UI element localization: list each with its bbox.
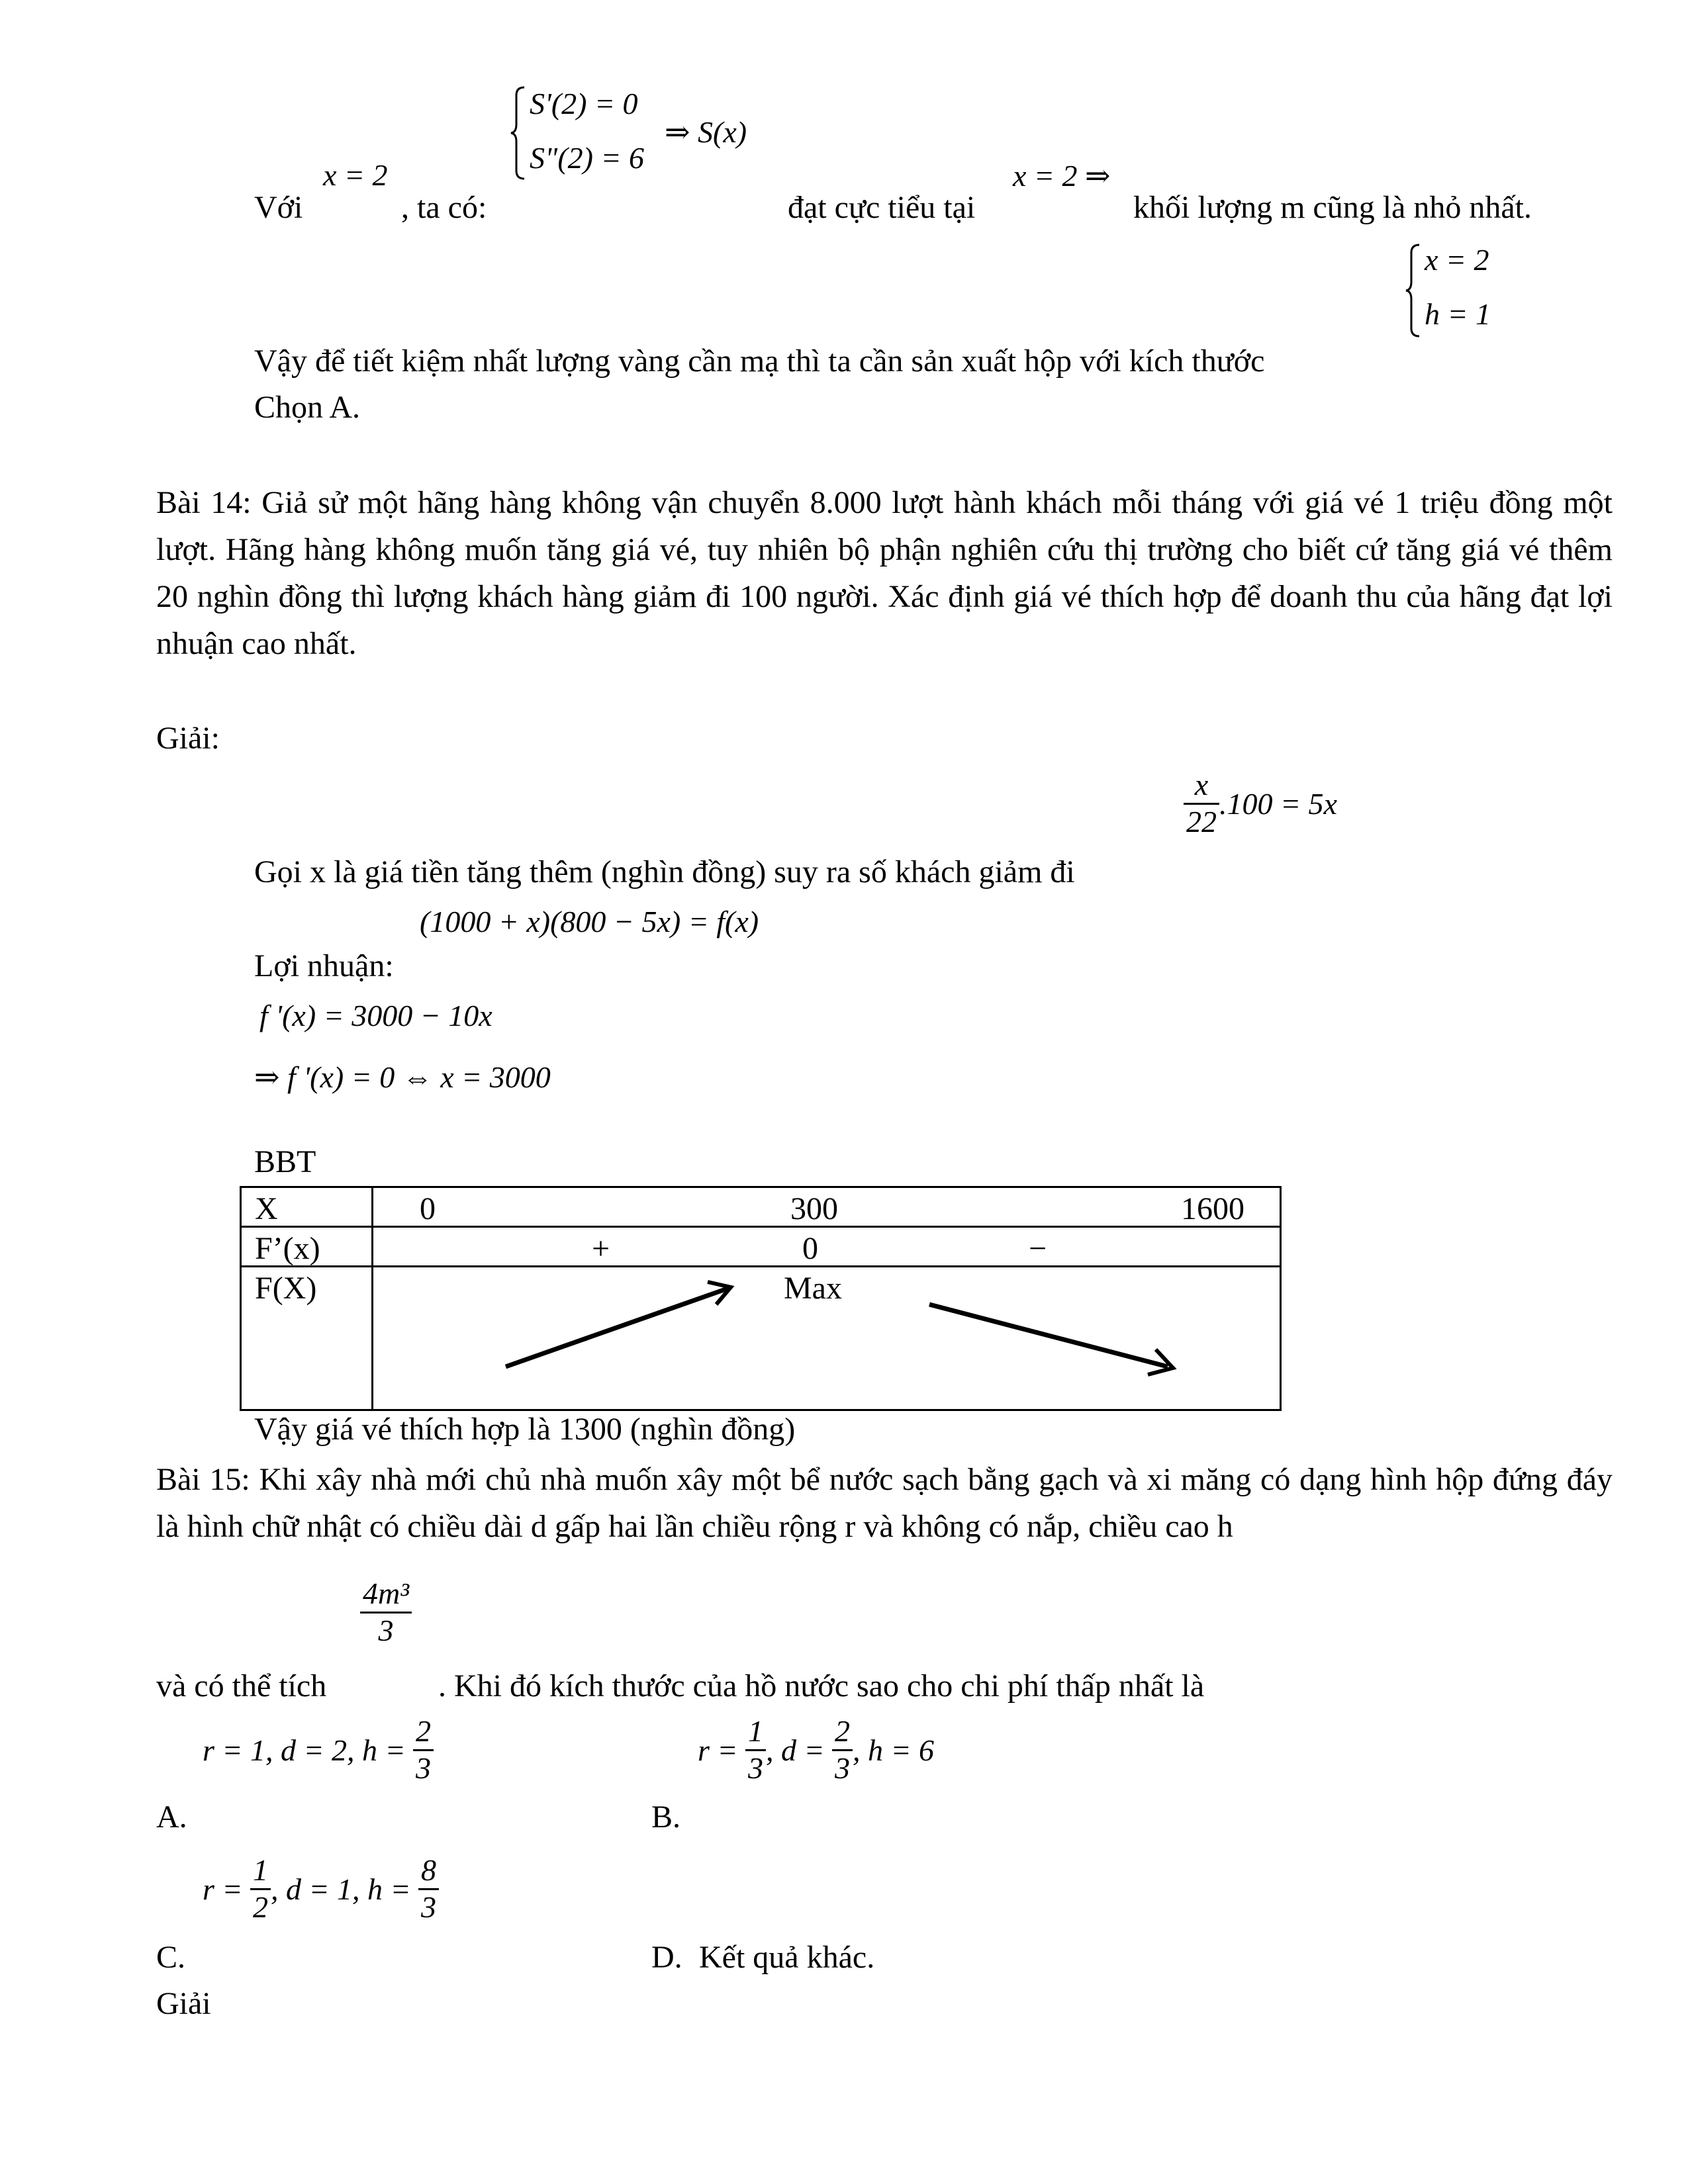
math-volume-frac (360, 1576, 412, 1649)
fraction (1184, 768, 1219, 840)
x-value-0: 0 (420, 1191, 436, 1226)
option-b-math (698, 1714, 934, 1786)
text-bbt: BBT (254, 1144, 316, 1179)
table-cell (373, 1187, 1281, 1227)
table-row (241, 1187, 1281, 1227)
option-c-label: C. (156, 1940, 186, 1975)
bai14-answer: Vậy giá vé thích hợp là 1300 (nghìn đồng) (254, 1412, 796, 1447)
option-c-math (203, 1853, 439, 1925)
text-dat-cuc-tieu: đạt cực tiểu tại (788, 190, 976, 225)
variation-arrows (373, 1267, 1280, 1413)
frac-num: 2 (832, 1714, 853, 1751)
frac-num: 1 (745, 1714, 766, 1751)
x-value-1600: 1600 (1181, 1191, 1244, 1226)
row-label-derivative: F’(x) (255, 1231, 320, 1266)
x-value-300: 300 (790, 1191, 838, 1226)
fraction (418, 1853, 439, 1925)
opt-b-d: , d = (765, 1733, 825, 1767)
frac-den: 2 (252, 1889, 268, 1924)
fraction (413, 1714, 434, 1786)
row-label-x: X (255, 1191, 278, 1226)
text-conclusion: Vậy để tiết kiệm nhất lượng vàng cần mạ thì ta cần sản xuất hộp với kích thước (254, 343, 1265, 379)
fraction (360, 1576, 412, 1649)
sign-zero: 0 (802, 1231, 818, 1266)
text-khoi-luong: khối lượng m cũng là nhỏ nhất. (1133, 190, 1532, 225)
system-brace-icon (1405, 242, 1422, 339)
fraction (832, 1714, 853, 1786)
text-goi-x: Gọi x là giá tiền tăng thêm (nghìn đồng) suy ra số khách giảm đi (254, 854, 1075, 889)
math-sys-line2: S"(2) = 6 (530, 141, 644, 175)
arrow-up-icon (506, 1282, 731, 1367)
table-cell (241, 1187, 373, 1227)
table-cell (241, 1267, 373, 1410)
text-loi-nhuan: Lợi nhuận: (254, 948, 394, 983)
max-label: Max (784, 1271, 842, 1306)
opt-a-expr: r = 1, d = 2, h = (203, 1733, 406, 1767)
opt-b-h: , h = 6 (853, 1733, 935, 1767)
system-brace-icon (510, 85, 527, 181)
math-x-eq-2: x = 2 (323, 158, 388, 192)
sign-plus: + (592, 1231, 610, 1266)
math-derivative: f '(x) = 3000 − 10x (259, 999, 492, 1032)
bai15-text: Bài 15: Khi xây nhà mới chủ nhà muốn xây một bể nước sạch bằng gạch và xi măng có dạng hình hộp đứng đáy là hình chữ nhật có chiều dài d gấp hai lần chiều rộng r và không có nắp, chiều cao h (156, 1462, 1613, 1544)
table-row (241, 1227, 1281, 1267)
frac-den: 3 (747, 1751, 763, 1785)
text-volume-pre: và có thể tích (156, 1668, 327, 1704)
math-implies-sx: ⇒ S(x) (665, 115, 747, 149)
math-derivative-zero: ⇒ f '(x) = 0 ⇔ x = 3000 (254, 1060, 551, 1094)
bai14-problem (156, 479, 1613, 667)
opt-c-mid: , d = 1, h = (270, 1872, 411, 1906)
fraction (745, 1714, 766, 1786)
table-cell (373, 1227, 1281, 1267)
option-b-label: B. (651, 1799, 681, 1835)
text-ta-co: , ta có: (401, 190, 487, 225)
bai14-giai: Giải: (156, 721, 220, 756)
frac-num: 4m³ (360, 1576, 412, 1614)
frac-num: x (1184, 768, 1219, 805)
frac-den: 3 (421, 1889, 437, 1924)
option-d-text: Kết quả khác. (699, 1940, 875, 1975)
frac-den: 22 (1186, 804, 1217, 839)
option-a-math (203, 1714, 434, 1786)
table-cell (373, 1267, 1281, 1410)
math-frac-x-22 (1184, 768, 1337, 840)
fraction (250, 1853, 271, 1925)
math-profit-expr: (1000 + x)(800 − 5x) = f(x) (420, 905, 759, 938)
frac-rest: .100 = 5x (1219, 786, 1337, 821)
frac-num: 2 (413, 1714, 434, 1751)
table-row (241, 1267, 1281, 1410)
frac-den: 3 (416, 1751, 432, 1785)
bai15-problem (156, 1456, 1613, 1550)
row-label-function: F(X) (255, 1271, 317, 1306)
opt-c-r: r = (203, 1872, 243, 1906)
math-sys2-line2: h = 1 (1425, 297, 1491, 331)
frac-num: 1 (250, 1853, 271, 1890)
frac-den: 3 (378, 1613, 394, 1647)
text-volume-post: . Khi đó kích thước của hồ nước sao cho chi phí thấp nhất là (438, 1668, 1205, 1704)
text-choose-a: Chọn A. (254, 390, 361, 425)
bai14-text: Bài 14: Giả sử một hãng hàng không vận chuyển 8.000 lượt hành khách mỗi tháng với giá vé 1 triệu đồng một lượt. Hãng hàng không muốn tăng giá vé, tuy nhiên bộ phận nghiên cứu thị trường cho biết cứ tăng giá vé thêm 20 nghìn đồng thì lượng khách hàng giảm đi 100 người. Xác định giá vé thích hợp để doanh thu của hãng đạt lợi nhuận cao nhất. (156, 485, 1613, 661)
frac-num: 8 (418, 1853, 439, 1890)
option-d-label: D. (651, 1940, 682, 1975)
bai15-giai: Giải (156, 1986, 211, 2021)
table-cell (241, 1227, 373, 1267)
text-voi: Với (254, 190, 303, 225)
math-sys2-line1: x = 2 (1425, 243, 1489, 277)
frac-den: 3 (835, 1751, 850, 1785)
sign-minus: − (1029, 1231, 1047, 1266)
math-x-eq-2-implies: x = 2 ⇒ (1013, 159, 1111, 193)
arrow-down-icon (929, 1304, 1173, 1375)
math-sys-line1: S'(2) = 0 (530, 87, 638, 120)
opt-b-r: r = (698, 1733, 738, 1767)
option-a-label: A. (156, 1799, 187, 1835)
variation-table (240, 1186, 1282, 1411)
